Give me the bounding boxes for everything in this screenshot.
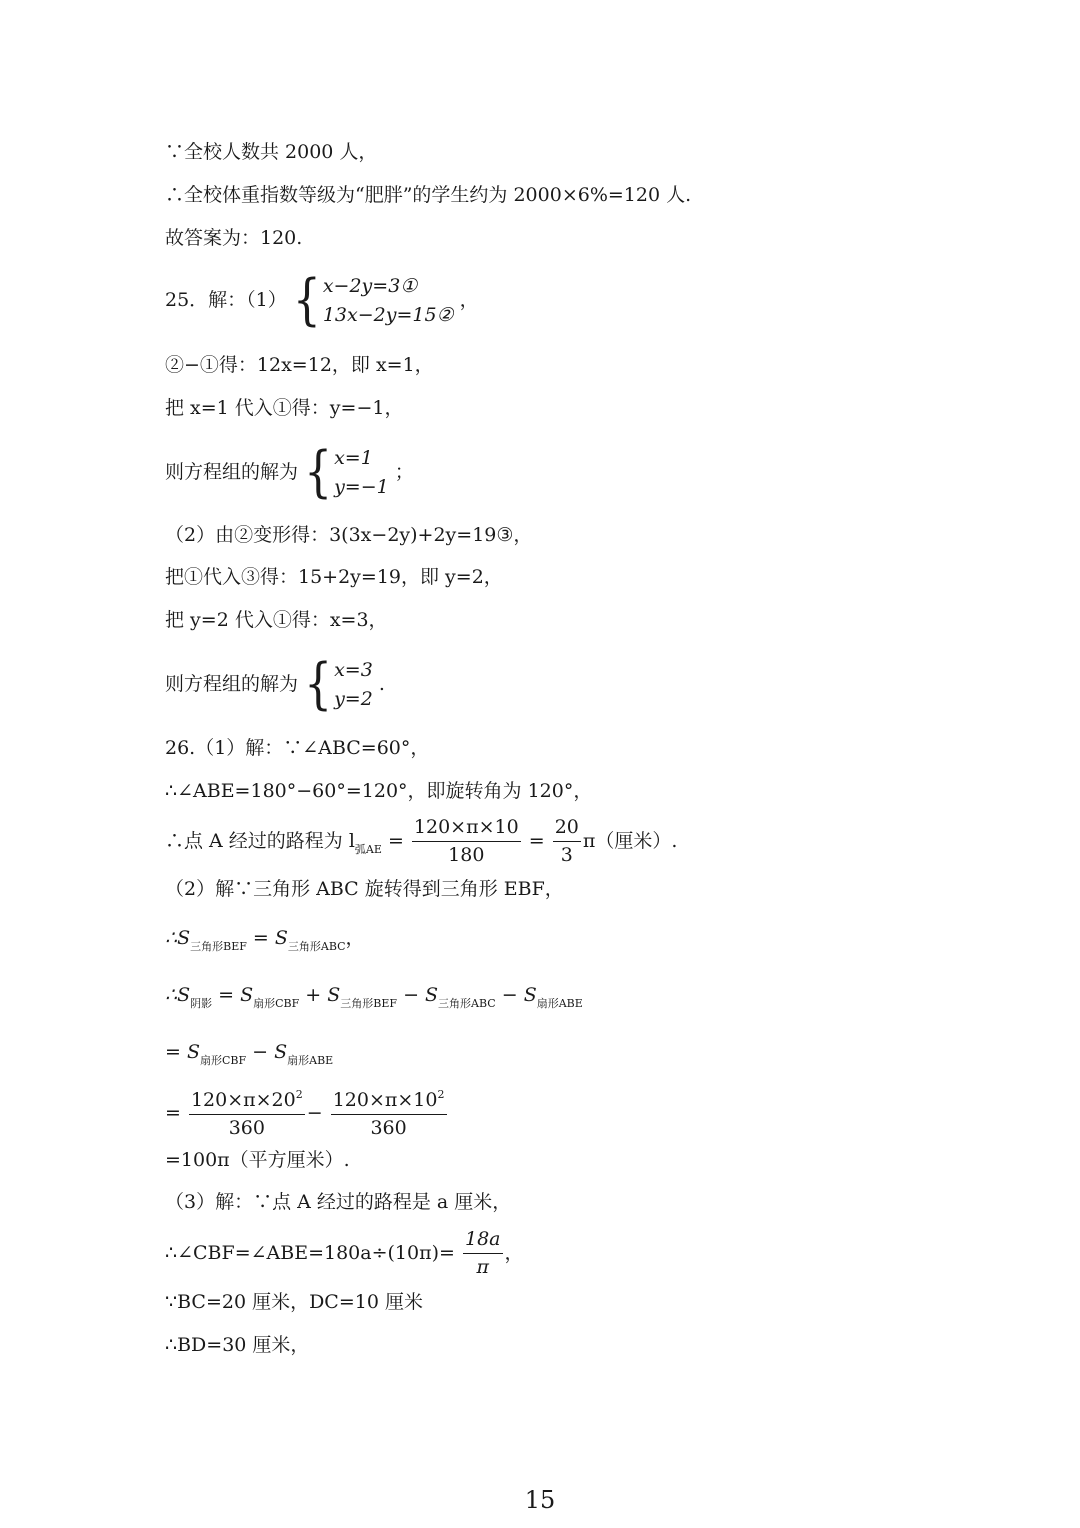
brace-icon: {	[292, 268, 321, 333]
equation: x−2y=3①	[322, 275, 418, 297]
solution-system-line	[165, 440, 414, 505]
text-line: ②−①得：12x=12，即 x=1，	[165, 354, 434, 376]
shaded-area-line	[165, 986, 583, 1009]
area-fraction-line	[165, 1089, 449, 1139]
area-equality-line	[165, 929, 365, 952]
area-symbol: ∴S	[165, 984, 191, 1006]
subscript: 三角形BEF	[190, 940, 247, 953]
unit-text: π（厘米）.	[582, 829, 678, 852]
equation: x=3	[334, 659, 373, 681]
equation-system-line	[165, 268, 479, 333]
text-line: 把①代入③得：15+2y=19，即 y=2，	[165, 566, 503, 588]
superscript: 2	[437, 1088, 445, 1101]
numerator-text: 120×π×20	[190, 1089, 296, 1111]
punctuation: .	[378, 673, 385, 695]
subscript: 扇形CBF	[253, 997, 300, 1010]
text-line: （3）解：∵点 A 经过的路程是 a 厘米，	[165, 1191, 512, 1213]
text-line: （2）解∵三角形 ABC 旋转得到三角形 EBF，	[165, 878, 564, 900]
numerator	[189, 1089, 305, 1115]
denominator: π	[476, 1255, 489, 1278]
equation-system	[304, 652, 373, 717]
equals-sign: =	[165, 1101, 181, 1124]
text-line: ∵BC=20 厘米，DC=10 厘米	[165, 1291, 423, 1313]
denominator: 3	[560, 843, 573, 866]
page-number: 15	[524, 1486, 556, 1514]
equation: y=−1	[334, 476, 389, 498]
arc-length-line	[165, 818, 677, 866]
text-line: 把 y=2 代入①得：x=3，	[165, 609, 388, 631]
equation: 13x−2y=15②	[322, 304, 454, 326]
superscript: 2	[295, 1088, 303, 1101]
text-line: ∴∠ABE=180°−60°=120°，即旋转角为 120°，	[165, 780, 593, 802]
area-difference-line	[165, 1043, 333, 1066]
fraction	[412, 818, 521, 866]
subscript: 阴影	[190, 997, 213, 1010]
text-line: （2）由②变形得：3(3x−2y)+2y=19③，	[165, 524, 533, 546]
subscript: 弧AE	[354, 842, 382, 856]
text-line: 26.（1）解：∵∠ABC=60°，	[165, 737, 430, 759]
equation-system	[304, 440, 389, 505]
numerator: 120×π×10	[412, 818, 521, 842]
angle-line	[165, 1230, 524, 1278]
subscript: 扇形ABE	[287, 1054, 334, 1067]
area-symbol: − S	[397, 984, 439, 1006]
brace-icon: {	[304, 440, 333, 505]
area-symbol: = S	[165, 1041, 200, 1063]
solution-label: 则方程组的解为	[165, 673, 299, 695]
arc-length-label: ∴点 A 经过的路程为 l	[165, 829, 355, 852]
area-symbol: = S	[246, 927, 288, 949]
numerator: 20	[553, 818, 581, 842]
text-line: =100π（平方厘米）.	[165, 1149, 350, 1171]
numerator	[331, 1089, 447, 1115]
problem-label: 25．解：（1）	[165, 289, 287, 311]
fraction	[189, 1089, 305, 1139]
fraction	[463, 1230, 503, 1278]
punctuation: ，	[345, 927, 365, 949]
angle-expression: ∴∠CBF=∠ABE=180a÷(10π)=	[165, 1241, 455, 1264]
punctuation: ，	[459, 289, 479, 311]
equation: x=1	[334, 447, 373, 469]
fraction	[553, 818, 581, 866]
minus-sign: −	[306, 1101, 323, 1124]
area-symbol: ∴S	[165, 927, 191, 949]
subscript: 扇形ABE	[536, 997, 583, 1010]
subscript: 三角形ABC	[438, 997, 496, 1010]
text-line: 把 x=1 代入①得：y=−1，	[165, 397, 404, 419]
solution-label: 则方程组的解为	[165, 461, 299, 483]
solution-system-line	[165, 652, 385, 717]
numerator: 18a	[463, 1230, 503, 1254]
area-symbol: + S	[299, 984, 341, 1006]
subscript: 三角形ABC	[287, 940, 346, 953]
numerator-text: 120×π×10	[332, 1089, 438, 1111]
denominator: 360	[228, 1116, 265, 1139]
denominator: 180	[448, 843, 485, 866]
punctuation: ；	[394, 461, 414, 483]
area-symbol: − S	[246, 1041, 288, 1063]
text-line: ∵全校人数共 2000 人，	[165, 141, 378, 163]
subscript: 扇形CBF	[199, 1054, 247, 1067]
subscript: 三角形BEF	[340, 997, 398, 1010]
area-symbol: = S	[212, 984, 254, 1006]
equation: y=2	[334, 688, 373, 710]
equals-sign: =	[381, 829, 410, 852]
fraction	[331, 1089, 447, 1139]
equals-sign: =	[522, 829, 551, 852]
text-line: ∴全校体重指数等级为“肥胖”的学生约为 2000×6%=120 人.	[165, 184, 692, 206]
brace-icon: {	[304, 652, 333, 717]
equation-system	[292, 268, 454, 333]
denominator: 360	[370, 1116, 407, 1139]
text-line: 故答案为：120.	[165, 227, 303, 249]
area-symbol: − S	[495, 984, 537, 1006]
text-line: ∴BD=30 厘米，	[165, 1334, 310, 1356]
punctuation: ，	[504, 1241, 524, 1264]
